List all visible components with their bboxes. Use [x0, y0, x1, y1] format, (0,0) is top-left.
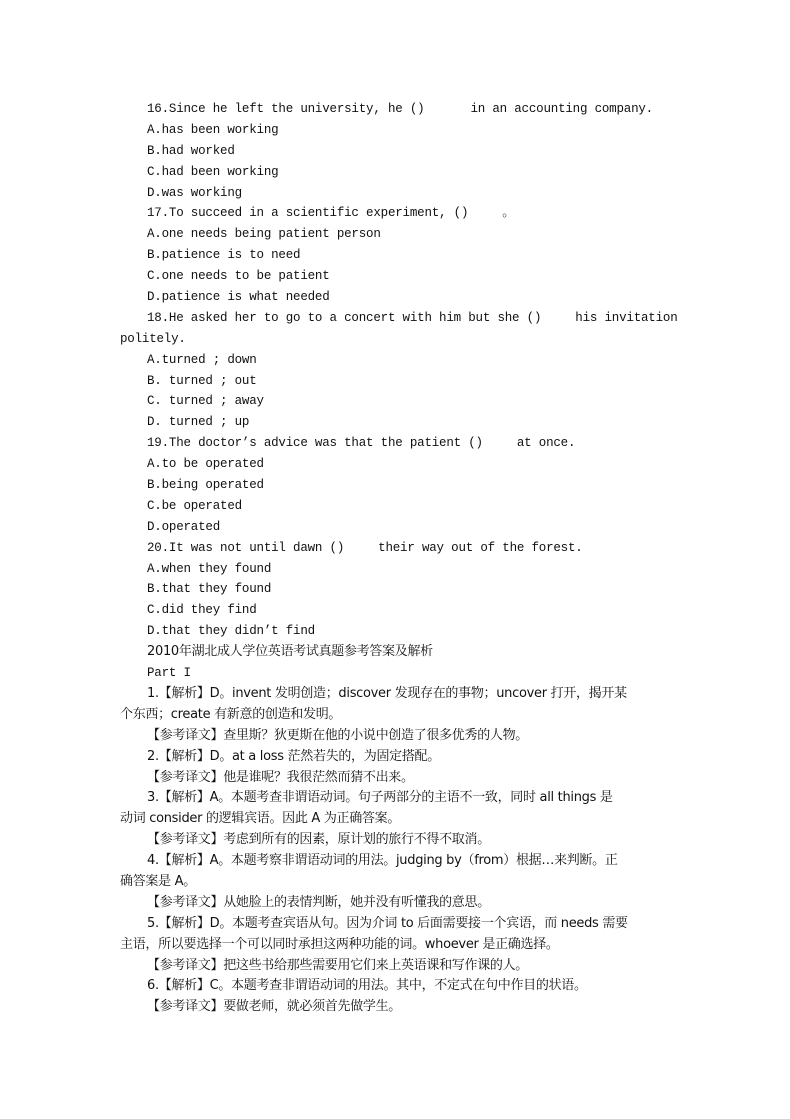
answer-4-explanation: 4.【解析】A。本题考察非谓语动词的用法。judging by（from）根据…来判断。正 [147, 853, 618, 869]
answer-2-translation: 【参考译文】他是谁呢？我很茫然而猜不出来。 [147, 769, 414, 785]
question-19-option-d: D.operated [147, 519, 221, 534]
question-16-option-d: D.was working [147, 185, 242, 200]
answer-2-explanation: 2.【解析】D。at a loss 茫然若失的，为固定搭配。 [147, 748, 440, 764]
question-16-stem-part2: in an accounting company. [470, 102, 653, 116]
question-16-option-b: B.had worked [147, 143, 235, 158]
question-18-option-a: A.turned ; down [147, 352, 257, 367]
question-20-option-d: D.that they didn’t find [147, 624, 315, 639]
question-17-stem-part1: 17.To succeed in a scientific experiment, () [147, 206, 469, 221]
question-17-stem-part2: 。 [502, 206, 515, 221]
question-17-option-b: B.patience is to need [147, 248, 301, 263]
question-16-stem-part1: 16.Since he left the university, he () [147, 102, 425, 116]
answer-5-explanation: 5.【解析】D。本题考查宾语从句。因为介词 to 后面需要接一个宾语，而 needs 需要 [147, 915, 628, 931]
question-16-option-c: C.had been working [147, 164, 279, 179]
answer-3-explanation: 3.【解析】A。本题考查非谓语动词。句子两部分的主语不一致，同时 all things 是 [147, 790, 613, 806]
answer-4-explanation-continued: 确答案是 A。 [120, 873, 196, 889]
question-18-stem-continued: politely. [120, 331, 186, 346]
question-16-option-a: A.has been working [147, 122, 279, 137]
answer-6-translation: 【参考译文】要做老师，就必须首先做学生。 [147, 999, 402, 1015]
question-17-stem [120, 203, 665, 224]
answer-3-translation: 【参考译文】考虑到所有的因素，原计划的旅行不得不取消。 [147, 832, 490, 848]
answer-1-explanation: 1.【解析】D。invent 发明创造；discover 发现存在的事物；uncover 打开，揭开某 [147, 685, 627, 701]
question-20-option-b: B.that they found [147, 582, 272, 597]
answer-1-explanation-continued: 个东西；create 有新意的创造和发明。 [120, 706, 342, 722]
question-20-option-a: A.when they found [147, 561, 272, 576]
question-17-option-a: A.one needs being patient person [147, 227, 381, 242]
question-19-stem-part2: at once. [516, 436, 576, 451]
question-18-stem-part1: 18.He asked her to go to a concert with him but she () [147, 310, 542, 325]
question-19-stem-part1: 19.The doctor’s advice was that the patient () [147, 436, 483, 451]
answer-6-explanation: 6.【解析】C。本题考查非谓语动词的用法。其中，不定式在句中作目的状语。 [147, 978, 587, 994]
question-20-stem [120, 538, 665, 559]
question-19-option-b: B.being operated [147, 478, 264, 493]
question-18-stem [120, 308, 678, 329]
answers-part-heading: Part I [147, 666, 191, 681]
question-20-stem-part1: 20.It was not until dawn () [147, 540, 345, 555]
question-17-option-d: D.patience is what needed [147, 290, 330, 305]
document-page [120, 99, 678, 1018]
question-20-option-c: C.did they find [147, 603, 257, 618]
answer-5-explanation-continued: 主语，所以要选择一个可以同时承担这两种功能的词。whoever 是正确选择。 [120, 936, 559, 952]
answer-4-translation: 【参考译文】从她脸上的表情判断，她并没有听懂我的意思。 [147, 894, 490, 910]
question-16-stem [120, 99, 665, 120]
answer-1-translation: 【参考译文】查里斯？狄更斯在他的小说中创造了很多优秀的人物。 [147, 727, 529, 743]
question-18-option-d: D. turned ; up [147, 415, 250, 430]
question-19-option-c: C.be operated [147, 498, 242, 513]
question-20-stem-part2: their way out of the forest. [378, 540, 583, 555]
question-18-option-c: C. turned ; away [147, 394, 264, 409]
question-17-option-c: C.one needs to be patient [147, 269, 330, 284]
question-18-stem-part2: his invitation [575, 310, 678, 325]
answers-section-title: 2010年湖北成人学位英语考试真题参考答案及解析 [147, 644, 433, 660]
question-18-option-b: B. turned ; out [147, 373, 257, 388]
answer-5-translation: 【参考译文】把这些书给那些需要用它们来上英语课和写作课的人。 [147, 957, 529, 973]
answer-3-explanation-continued: 动词 consider 的逻辑宾语。因此 A 为正确答案。 [120, 811, 401, 827]
question-19-option-a: A.to be operated [147, 457, 264, 472]
question-19-stem [120, 433, 665, 454]
